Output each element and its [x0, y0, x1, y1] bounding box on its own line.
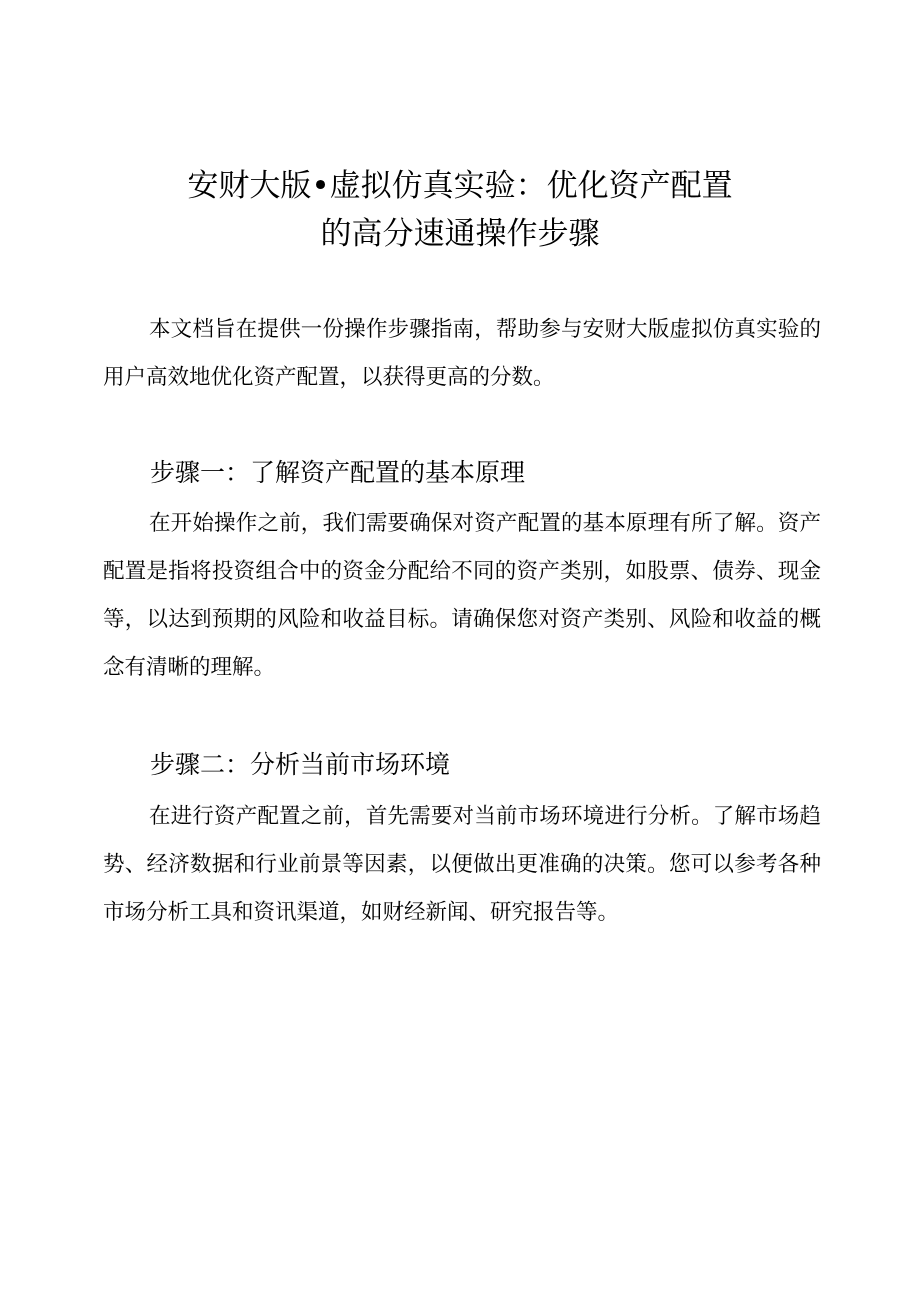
step-1-heading: 步骤一：了解资产配置的基本原理 [150, 458, 526, 487]
step-1-paragraph: 在开始操作之前，我们需要确保对资产配置的基本原理有所了解。资产配置是指将投资组合中的资金分配给不同的资产类别，如股票、债券、现金等，以达到预期的风险和收益目标。请确保您对资产类别、风险和收益的概念有清晰的理解。 [103, 511, 821, 680]
document-title-line-2: 的高分速通操作步骤 [320, 216, 600, 252]
document-title-line-1: 安财大版•虚拟仿真实验：优化资产配置 [187, 168, 733, 204]
step-2-heading: 步骤二：分析当前市场环境 [150, 750, 451, 779]
intro-paragraph: 本文档旨在提供一份操作步骤指南，帮助参与安财大版虚拟仿真实验的用户高效地优化资产配置，以获得更高的分数。 [103, 317, 821, 390]
step-2-paragraph: 在进行资产配置之前，首先需要对当前市场环境进行分析。了解市场趋势、经济数据和行业前景等因素，以便做出更准确的决策。您可以参考各种市场分析工具和资讯渠道，如财经新闻、研究报告等。 [103, 804, 821, 925]
document-title [100, 162, 820, 258]
